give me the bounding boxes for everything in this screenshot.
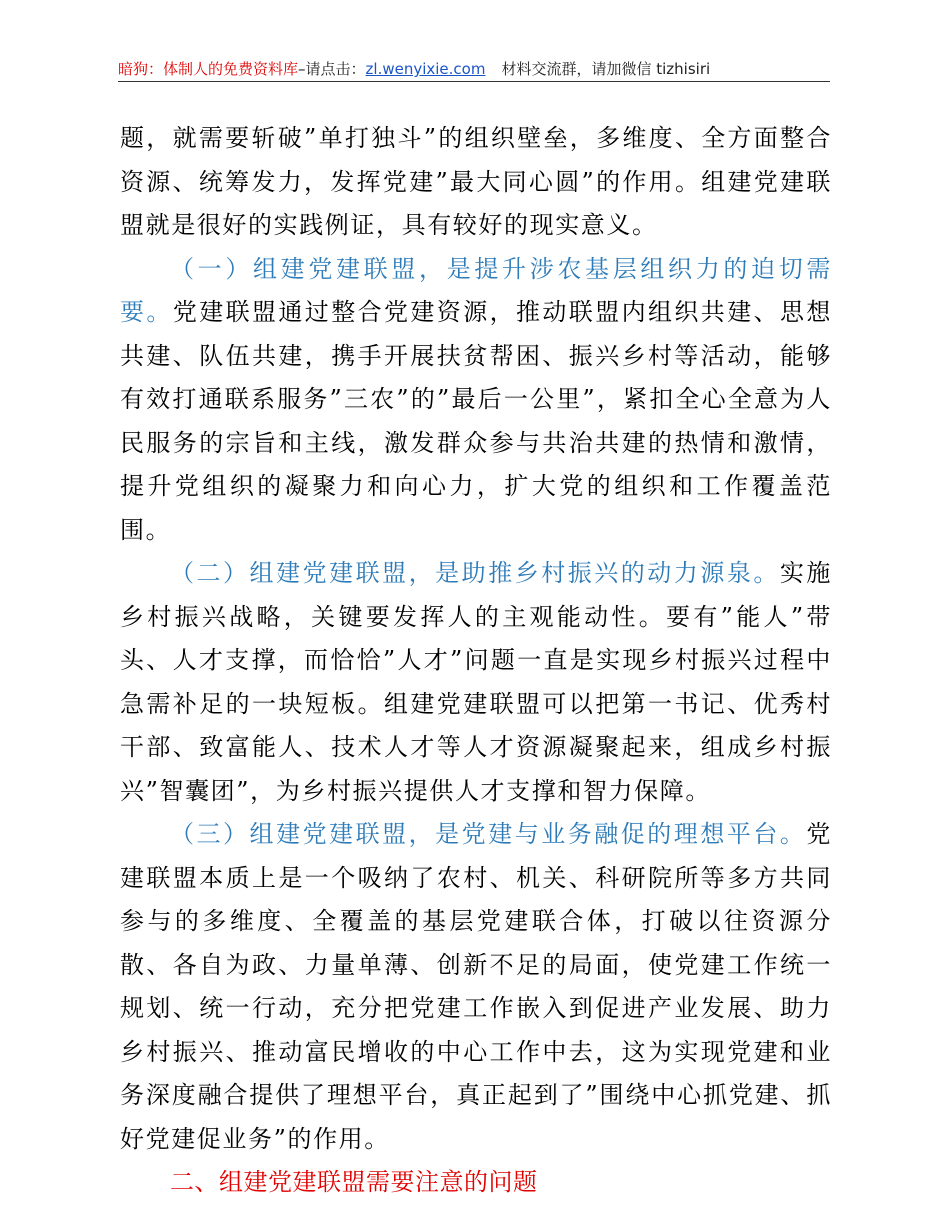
header-group-note: 材料交流群，请加微信 tizhisiri	[501, 60, 711, 78]
paragraph-point-1	[120, 248, 832, 553]
document-body	[120, 117, 832, 1205]
point-1-heading: （一）组建党建联盟，是提升涉农基层组织力的迫切需要。	[120, 254, 832, 326]
header-link[interactable]: zl.wenyixie.com	[365, 60, 486, 78]
header-site-name: 暗狗：体制人的免费资料库	[118, 60, 299, 78]
point-2-body: 实施乡村振兴战略，关键要发挥人的主观能动性。要有”能人”带头、人才支撑，而恰恰”人才”问题一直是实现乡村振兴过程中急需补足的一块短板。组建党建联盟可以把第一书记、优秀村干部、致富能人、技术人才等人才资源凝聚起来，组成乡村振兴”智囊团”，为乡村振兴提供人才支撑和智力保障。	[120, 559, 832, 805]
section-title: 二、组建党建联盟需要注意的问题	[170, 1168, 538, 1196]
header-divider	[118, 81, 830, 82]
point-2-heading: （二）组建党建联盟，是助推乡村振兴的动力源泉。	[170, 559, 780, 587]
header-click-prompt: –请点击：	[298, 60, 366, 78]
point-1-body: 党建联盟通过整合党建资源，推动联盟内组织共建、思想共建、队伍共建，携手开展扶贫帮困、振兴乡村等活动，能够有效打通联系服务”三农”的”最后一公里”，紧扣全心全意为人民服务的宗旨和主线，激发群众参与共治共建的热情和激情，提升党组织的凝聚力和向心力，扩大党的组织和工作覆盖范围。	[120, 298, 833, 544]
paragraph-point-3	[120, 813, 832, 1161]
page-header	[118, 57, 818, 81]
point-3-heading: （三）组建党建联盟，是党建与业务融促的理想平台。	[170, 820, 807, 848]
paragraph-intro: 题，就需要斩破”单打独斗”的组织壁垒，多维度、全方面整合资源、统筹发力，发挥党建”最大同心圆”的作用。组建党建联盟就是很好的实践例证，具有较好的现实意义。	[120, 124, 832, 239]
paragraph-point-2	[120, 552, 832, 813]
point-3-body: 党建联盟本质上是一个吸纳了农村、机关、科研院所等多方共同参与的多维度、全覆盖的基层党建联合体，打破以往资源分散、各自为政、力量单薄、创新不足的局面，使党建工作统一规划、统一行动，充分把党建工作嵌入到促进产业发展、助力乡村振兴、推动富民增收的中心工作中去，这为实现党建和业务深度融合提供了理想平台，真正起到了”围绕中心抓党建、抓好党建促业务”的作用。	[120, 820, 832, 1153]
